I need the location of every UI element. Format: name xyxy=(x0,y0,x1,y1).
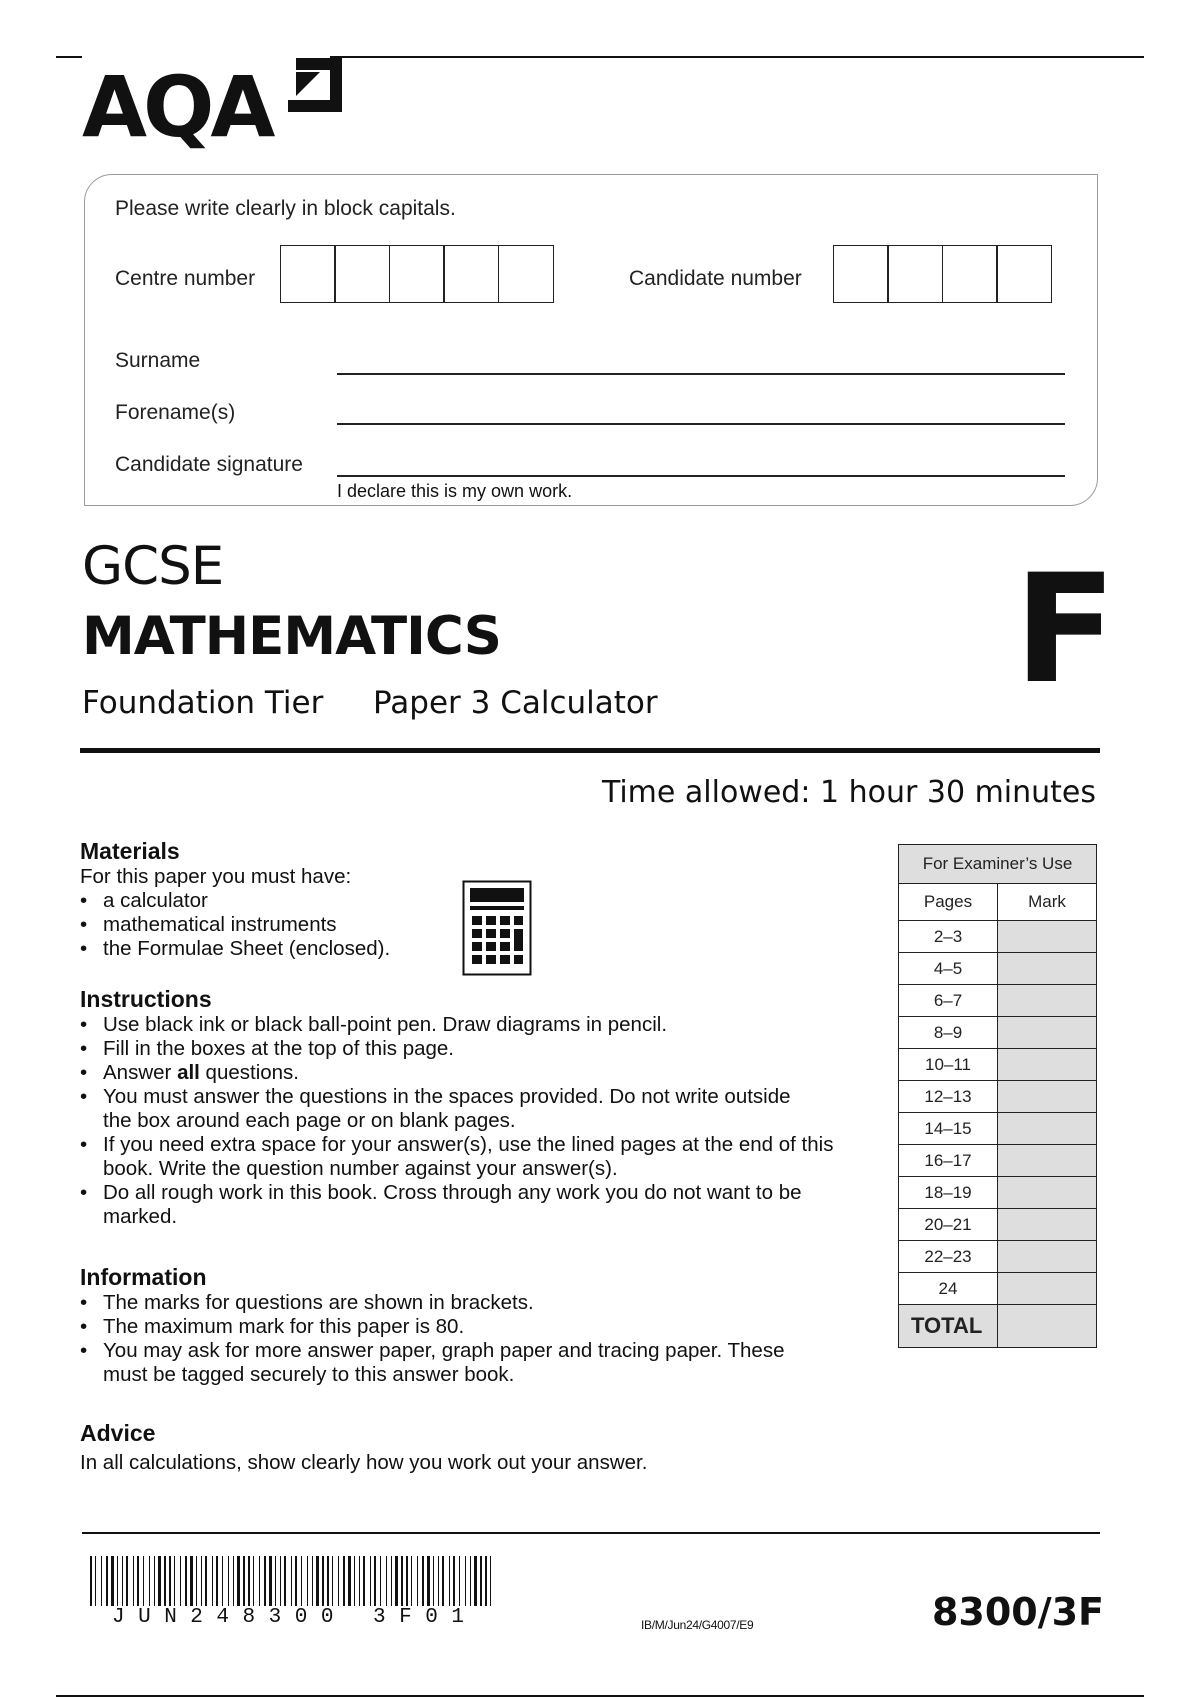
total-label: TOTAL xyxy=(899,1305,998,1348)
table-row xyxy=(899,921,1097,953)
barcode-bar xyxy=(438,1556,439,1606)
advice-section xyxy=(80,1420,840,1475)
barcode-bar xyxy=(359,1556,360,1606)
aqa-logo xyxy=(82,58,342,156)
instructions-section xyxy=(80,986,860,1229)
advice-heading: Advice xyxy=(80,1420,156,1446)
barcode-bar xyxy=(465,1556,466,1606)
signature-label: Candidate signature xyxy=(115,453,303,476)
barcode-bar xyxy=(332,1556,333,1606)
table-row xyxy=(899,985,1097,1017)
mark-cell xyxy=(998,921,1097,953)
barcode-bar xyxy=(284,1556,286,1606)
top-rule-left xyxy=(56,56,82,58)
centre-number-label: Centre number xyxy=(115,267,256,290)
answer-all-emphasis: all xyxy=(177,1061,200,1084)
barcode-bar xyxy=(291,1556,292,1606)
barcode-bar xyxy=(237,1556,240,1606)
barcode-bar xyxy=(122,1556,123,1606)
instructions-heading: Instructions xyxy=(80,986,212,1012)
barcode-bar xyxy=(422,1556,424,1606)
barcode-bar xyxy=(316,1556,319,1606)
barcode-bar xyxy=(370,1556,371,1606)
pages-cell: 10–11 xyxy=(899,1049,998,1081)
table-row xyxy=(899,1241,1097,1273)
barcode-bar xyxy=(301,1556,302,1606)
information-list xyxy=(80,1291,810,1387)
barcode-bar xyxy=(228,1556,229,1606)
barcode-bar xyxy=(459,1556,460,1606)
barcode-bar xyxy=(185,1556,187,1606)
mark-cell xyxy=(998,1017,1097,1049)
barcode-bar xyxy=(264,1556,266,1606)
tier-label: Foundation Tier xyxy=(82,685,324,721)
barcode-bar xyxy=(248,1556,250,1606)
list-item: • mathematical instruments xyxy=(80,913,520,937)
signature-line[interactable] xyxy=(337,475,1065,477)
barcode-bar xyxy=(117,1556,118,1606)
total-mark-cell xyxy=(998,1305,1097,1348)
barcode-bar xyxy=(322,1556,324,1606)
barcode-bar xyxy=(442,1556,444,1606)
pages-cell: 12–13 xyxy=(899,1081,998,1113)
barcode-bar xyxy=(490,1556,491,1606)
list-item: • Do all rough work in this book. Cross through any work you do not want to be marked. xyxy=(80,1181,843,1229)
barcode-bar xyxy=(253,1556,254,1606)
pages-cell: 14–15 xyxy=(899,1113,998,1145)
information-heading: Information xyxy=(80,1264,207,1290)
barcode-bar xyxy=(243,1556,245,1606)
declaration-text: I declare this is my own work. xyxy=(337,481,573,501)
barcode-bar xyxy=(449,1556,450,1606)
barcode-bar xyxy=(164,1556,166,1606)
pages-cell: 4–5 xyxy=(899,953,998,985)
table-row xyxy=(899,1209,1097,1241)
document-reference: IB/M/Jun24/G4007/E9 xyxy=(641,1618,754,1632)
table-row xyxy=(899,1113,1097,1145)
mark-cell xyxy=(998,985,1097,1017)
barcode-bar xyxy=(158,1556,161,1606)
examiner-table-title: For Examiner’s Use xyxy=(899,845,1097,884)
barcode-bar xyxy=(106,1556,108,1606)
barcode-bar xyxy=(433,1556,434,1606)
barcode-bar xyxy=(307,1556,308,1606)
barcode-bar xyxy=(154,1556,155,1606)
block-capitals-instruction: Please write clearly in block capitals. xyxy=(115,197,456,220)
barcode-bar xyxy=(395,1556,398,1606)
surname-line[interactable] xyxy=(337,373,1065,375)
candidate-number-boxes[interactable] xyxy=(834,245,1052,303)
barcode-bar xyxy=(485,1556,487,1606)
centre-number-cell[interactable] xyxy=(389,245,445,303)
list-item: • the Formulae Sheet (enclosed). xyxy=(80,937,520,961)
barcode-bar xyxy=(111,1556,114,1606)
centre-number-cell[interactable] xyxy=(280,245,336,303)
barcode-bar xyxy=(137,1556,139,1606)
answer-all-suffix: questions. xyxy=(199,1061,300,1084)
barcode-bar xyxy=(327,1556,329,1606)
barcode-bar xyxy=(338,1556,339,1606)
barcode-bar xyxy=(363,1556,365,1606)
centre-number-boxes[interactable] xyxy=(281,245,554,303)
barcode-bar xyxy=(343,1556,345,1606)
candidate-details-box xyxy=(84,174,1098,506)
pages-cell: 24 xyxy=(899,1273,998,1305)
barcode-bar xyxy=(474,1556,477,1606)
barcode-bar xyxy=(233,1556,234,1606)
barcode-bar xyxy=(348,1556,351,1606)
answer-all-prefix: Answer xyxy=(103,1061,178,1084)
list-item: • You must answer the questions in the spaces provided. Do not write outside the box around each page or on blank pages. xyxy=(80,1085,793,1133)
mark-cell xyxy=(998,1145,1097,1177)
barcode-bar xyxy=(180,1556,181,1606)
mark-cell xyxy=(998,953,1097,985)
candidate-number-cell[interactable] xyxy=(996,245,1052,303)
barcode-bar xyxy=(391,1556,392,1606)
barcode-bar xyxy=(201,1556,202,1606)
barcode-bar xyxy=(174,1556,175,1606)
list-item: • a calculator xyxy=(80,889,520,913)
barcode-bar xyxy=(406,1556,408,1606)
barcode-bar xyxy=(470,1556,471,1606)
table-row xyxy=(899,1177,1097,1209)
barcode-bar xyxy=(354,1556,355,1606)
barcode-bar xyxy=(133,1556,134,1606)
pages-cell: 22–23 xyxy=(899,1241,998,1273)
advice-text: In all calculations, show clearly how you work out your answer. xyxy=(80,1451,648,1474)
surname-label: Surname xyxy=(115,349,201,372)
materials-list xyxy=(80,889,520,961)
top-rule-right xyxy=(330,56,1144,58)
pages-column-header: Pages xyxy=(899,884,998,921)
pages-cell: 6–7 xyxy=(899,985,998,1017)
barcode-bar xyxy=(149,1556,150,1606)
pages-cell: 16–17 xyxy=(899,1145,998,1177)
barcode-bar xyxy=(196,1556,197,1606)
mark-cell xyxy=(998,1177,1097,1209)
time-allowed: Time allowed: 1 hour 30 minutes xyxy=(601,775,1096,810)
barcode-bar xyxy=(312,1556,313,1606)
title-divider xyxy=(80,748,1100,753)
calculator-icon xyxy=(462,880,532,976)
pages-cell: 8–9 xyxy=(899,1017,998,1049)
forenames-line[interactable] xyxy=(337,423,1065,425)
barcode-bar xyxy=(427,1556,430,1606)
instructions-list xyxy=(80,1013,860,1229)
barcode-bar xyxy=(386,1556,387,1606)
tier-letter: F xyxy=(1014,543,1117,717)
table-row xyxy=(899,1049,1097,1081)
barcode-bar xyxy=(280,1556,281,1606)
subject-title: MATHEMATICS xyxy=(82,606,501,667)
barcode-bar xyxy=(90,1556,92,1606)
candidate-number-cell[interactable] xyxy=(833,245,889,303)
centre-number-cell[interactable] xyxy=(334,245,390,303)
qualification-title: GCSE xyxy=(82,536,224,597)
barcode-bar xyxy=(295,1556,297,1606)
examiner-use-table xyxy=(898,844,1097,1348)
centre-number-cell[interactable] xyxy=(443,245,499,303)
table-row xyxy=(899,953,1097,985)
barcode-bar xyxy=(169,1556,171,1606)
mark-column-header: Mark xyxy=(998,884,1097,921)
barcode-text: JUN248300 3F01 xyxy=(112,1606,478,1629)
paper-code: 8300/3F xyxy=(931,1590,1104,1634)
barcode-bar xyxy=(480,1556,482,1606)
barcode-bar xyxy=(205,1556,207,1606)
total-row xyxy=(899,1305,1097,1348)
candidate-number-cell[interactable] xyxy=(942,245,998,303)
barcode-bar xyxy=(374,1556,376,1606)
table-row xyxy=(899,1145,1097,1177)
barcode-bar xyxy=(143,1556,144,1606)
mark-cell xyxy=(998,1209,1097,1241)
barcode-bar xyxy=(95,1556,96,1606)
pages-cell: 2–3 xyxy=(899,921,998,953)
materials-intro: For this paper you must have: xyxy=(80,865,352,888)
list-item: • You may ask for more answer paper, graph paper and tracing paper. These must be tagged securely to this answer book. xyxy=(80,1339,803,1387)
list-item: • Use black ink or black ball-point pen. Draw diagrams in pencil. xyxy=(80,1013,860,1037)
table-row xyxy=(899,1273,1097,1305)
barcode-bar xyxy=(222,1556,223,1606)
barcode xyxy=(90,1556,500,1606)
table-row xyxy=(899,1081,1097,1113)
mark-cell xyxy=(998,1113,1097,1145)
materials-heading: Materials xyxy=(80,838,180,864)
paper-label: Paper 3 Calculator xyxy=(373,685,658,721)
barcode-bar xyxy=(126,1556,128,1606)
mark-cell xyxy=(998,1241,1097,1273)
list-item: • The marks for questions are shown in brackets. xyxy=(80,1291,810,1315)
barcode-bar xyxy=(275,1556,276,1606)
barcode-bar xyxy=(453,1556,455,1606)
pages-cell: 18–19 xyxy=(899,1177,998,1209)
barcode-bar xyxy=(417,1556,418,1606)
mark-cell xyxy=(998,1081,1097,1113)
centre-number-cell[interactable] xyxy=(498,245,554,303)
list-item: • The maximum mark for this paper is 80. xyxy=(80,1315,810,1339)
logo-text: AQA xyxy=(82,58,272,156)
mark-cell xyxy=(998,1273,1097,1305)
barcode-bar xyxy=(190,1556,193,1606)
barcode-bar xyxy=(380,1556,381,1606)
list-item: • If you need extra space for your answer(s), use the lined pages at the end of this book. Write the question number against your answer(s). xyxy=(80,1133,883,1181)
barcode-bar xyxy=(101,1556,102,1606)
candidate-number-label: Candidate number xyxy=(629,267,802,290)
logo-flag-icon xyxy=(286,58,342,118)
mark-cell xyxy=(998,1049,1097,1081)
barcode-bar xyxy=(216,1556,218,1606)
table-row xyxy=(899,1017,1097,1049)
footer-divider xyxy=(82,1532,1100,1534)
barcode-bar xyxy=(212,1556,213,1606)
pages-cell: 20–21 xyxy=(899,1209,998,1241)
bottom-edge-rule xyxy=(56,1695,1144,1697)
candidate-number-cell[interactable] xyxy=(887,245,943,303)
barcode-bar xyxy=(269,1556,272,1606)
barcode-bar xyxy=(411,1556,412,1606)
forenames-label: Forename(s) xyxy=(115,401,236,424)
materials-section xyxy=(80,838,520,961)
information-section xyxy=(80,1264,810,1387)
list-item xyxy=(80,1061,860,1085)
barcode-bar xyxy=(259,1556,260,1606)
list-item: • Fill in the boxes at the top of this page. xyxy=(80,1037,860,1061)
barcode-bar xyxy=(401,1556,403,1606)
